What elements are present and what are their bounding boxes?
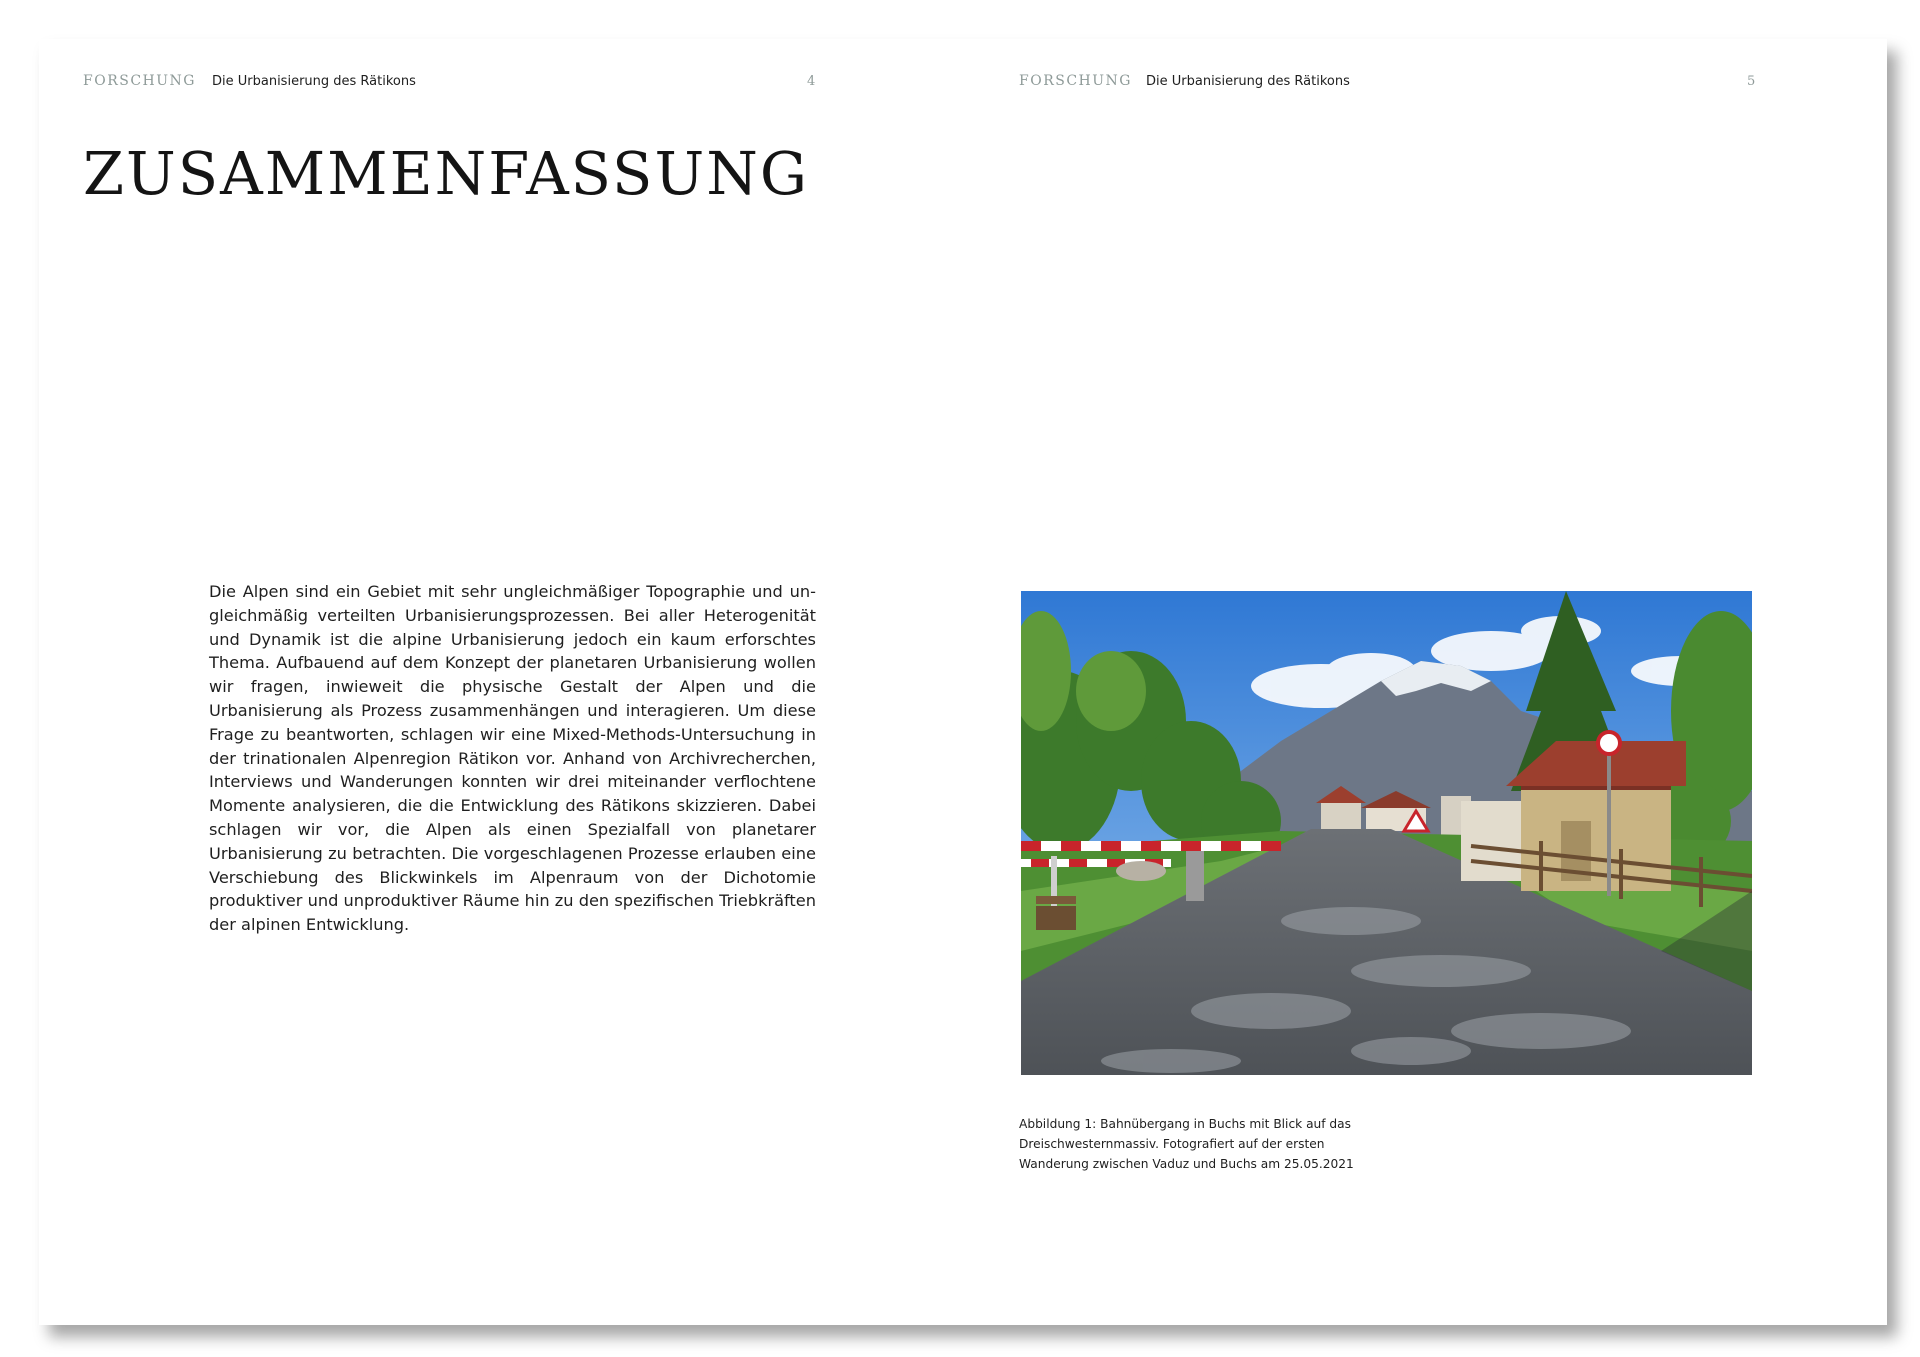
running-head-title: Die Urbanisierung des Rätikons [1146,74,1350,89]
figure-photo [1021,591,1752,1075]
page-number: 5 [1747,74,1756,89]
section-label: FORSCHUNG [1019,73,1132,89]
caption-line: Wanderung zwischen Vaduz und Buchs am 25.05.2021 [1019,1157,1354,1171]
book-spread [39,39,1887,1325]
running-head-title: Die Urbanisierung des Rätikons [212,74,416,89]
caption-line: Dreischwesternmassiv. Fotografiert auf der ersten [1019,1137,1325,1151]
left-page [39,39,963,1325]
page-title: ZUSAMMENFASSUNG [83,139,809,208]
section-label: FORSCHUNG [83,73,196,89]
right-page [963,39,1887,1325]
abstract-paragraph: Die Alpen sind ein Gebiet mit sehr ungleichmäßiger Topographie und ungleichmäßig verteilten Urbanisierungsprozessen. Bei aller Heterogenität und Dynamik ist die alpine Urbanisierung jedoch ein kaum erforschtes Thema. Aufbauend auf dem Konzept der planetaren Urbanisierung wollen wir fragen, inwieweit die physische Gestalt der Alpen und die Urbanisierung als Prozess zusammenhängen und interagieren. Um diese Frage zu beantworten, schlagen wir eine Mixed-Methods-Untersuchung in der trinationalen Alpenregion Rätikon vor. Anhand von Archivrecherchen, Interviews und Wanderungen konnten wir drei miteinander verflochtene Momente analysieren, die die Entwicklung des Rätikons skizzieren. Dabei schlagen wir vor, die Alpen als einen Spezialfall von planetarer Urbanisierung zu betrachten. Die vorgeschlagenen Prozesse erlauben eine Verschiebung des Blickwinkels im Alpenraum von der Dichotomie produktiver und unproduktiver Räume hin zu den spezifischen Triebkräften der alpinen Entwicklung. [209,582,816,935]
page-number: 4 [807,74,816,89]
figure-caption [1019,1114,1439,1174]
caption-line: Abbildung 1: Bahnübergang in Buchs mit Blick auf das [1019,1117,1351,1131]
